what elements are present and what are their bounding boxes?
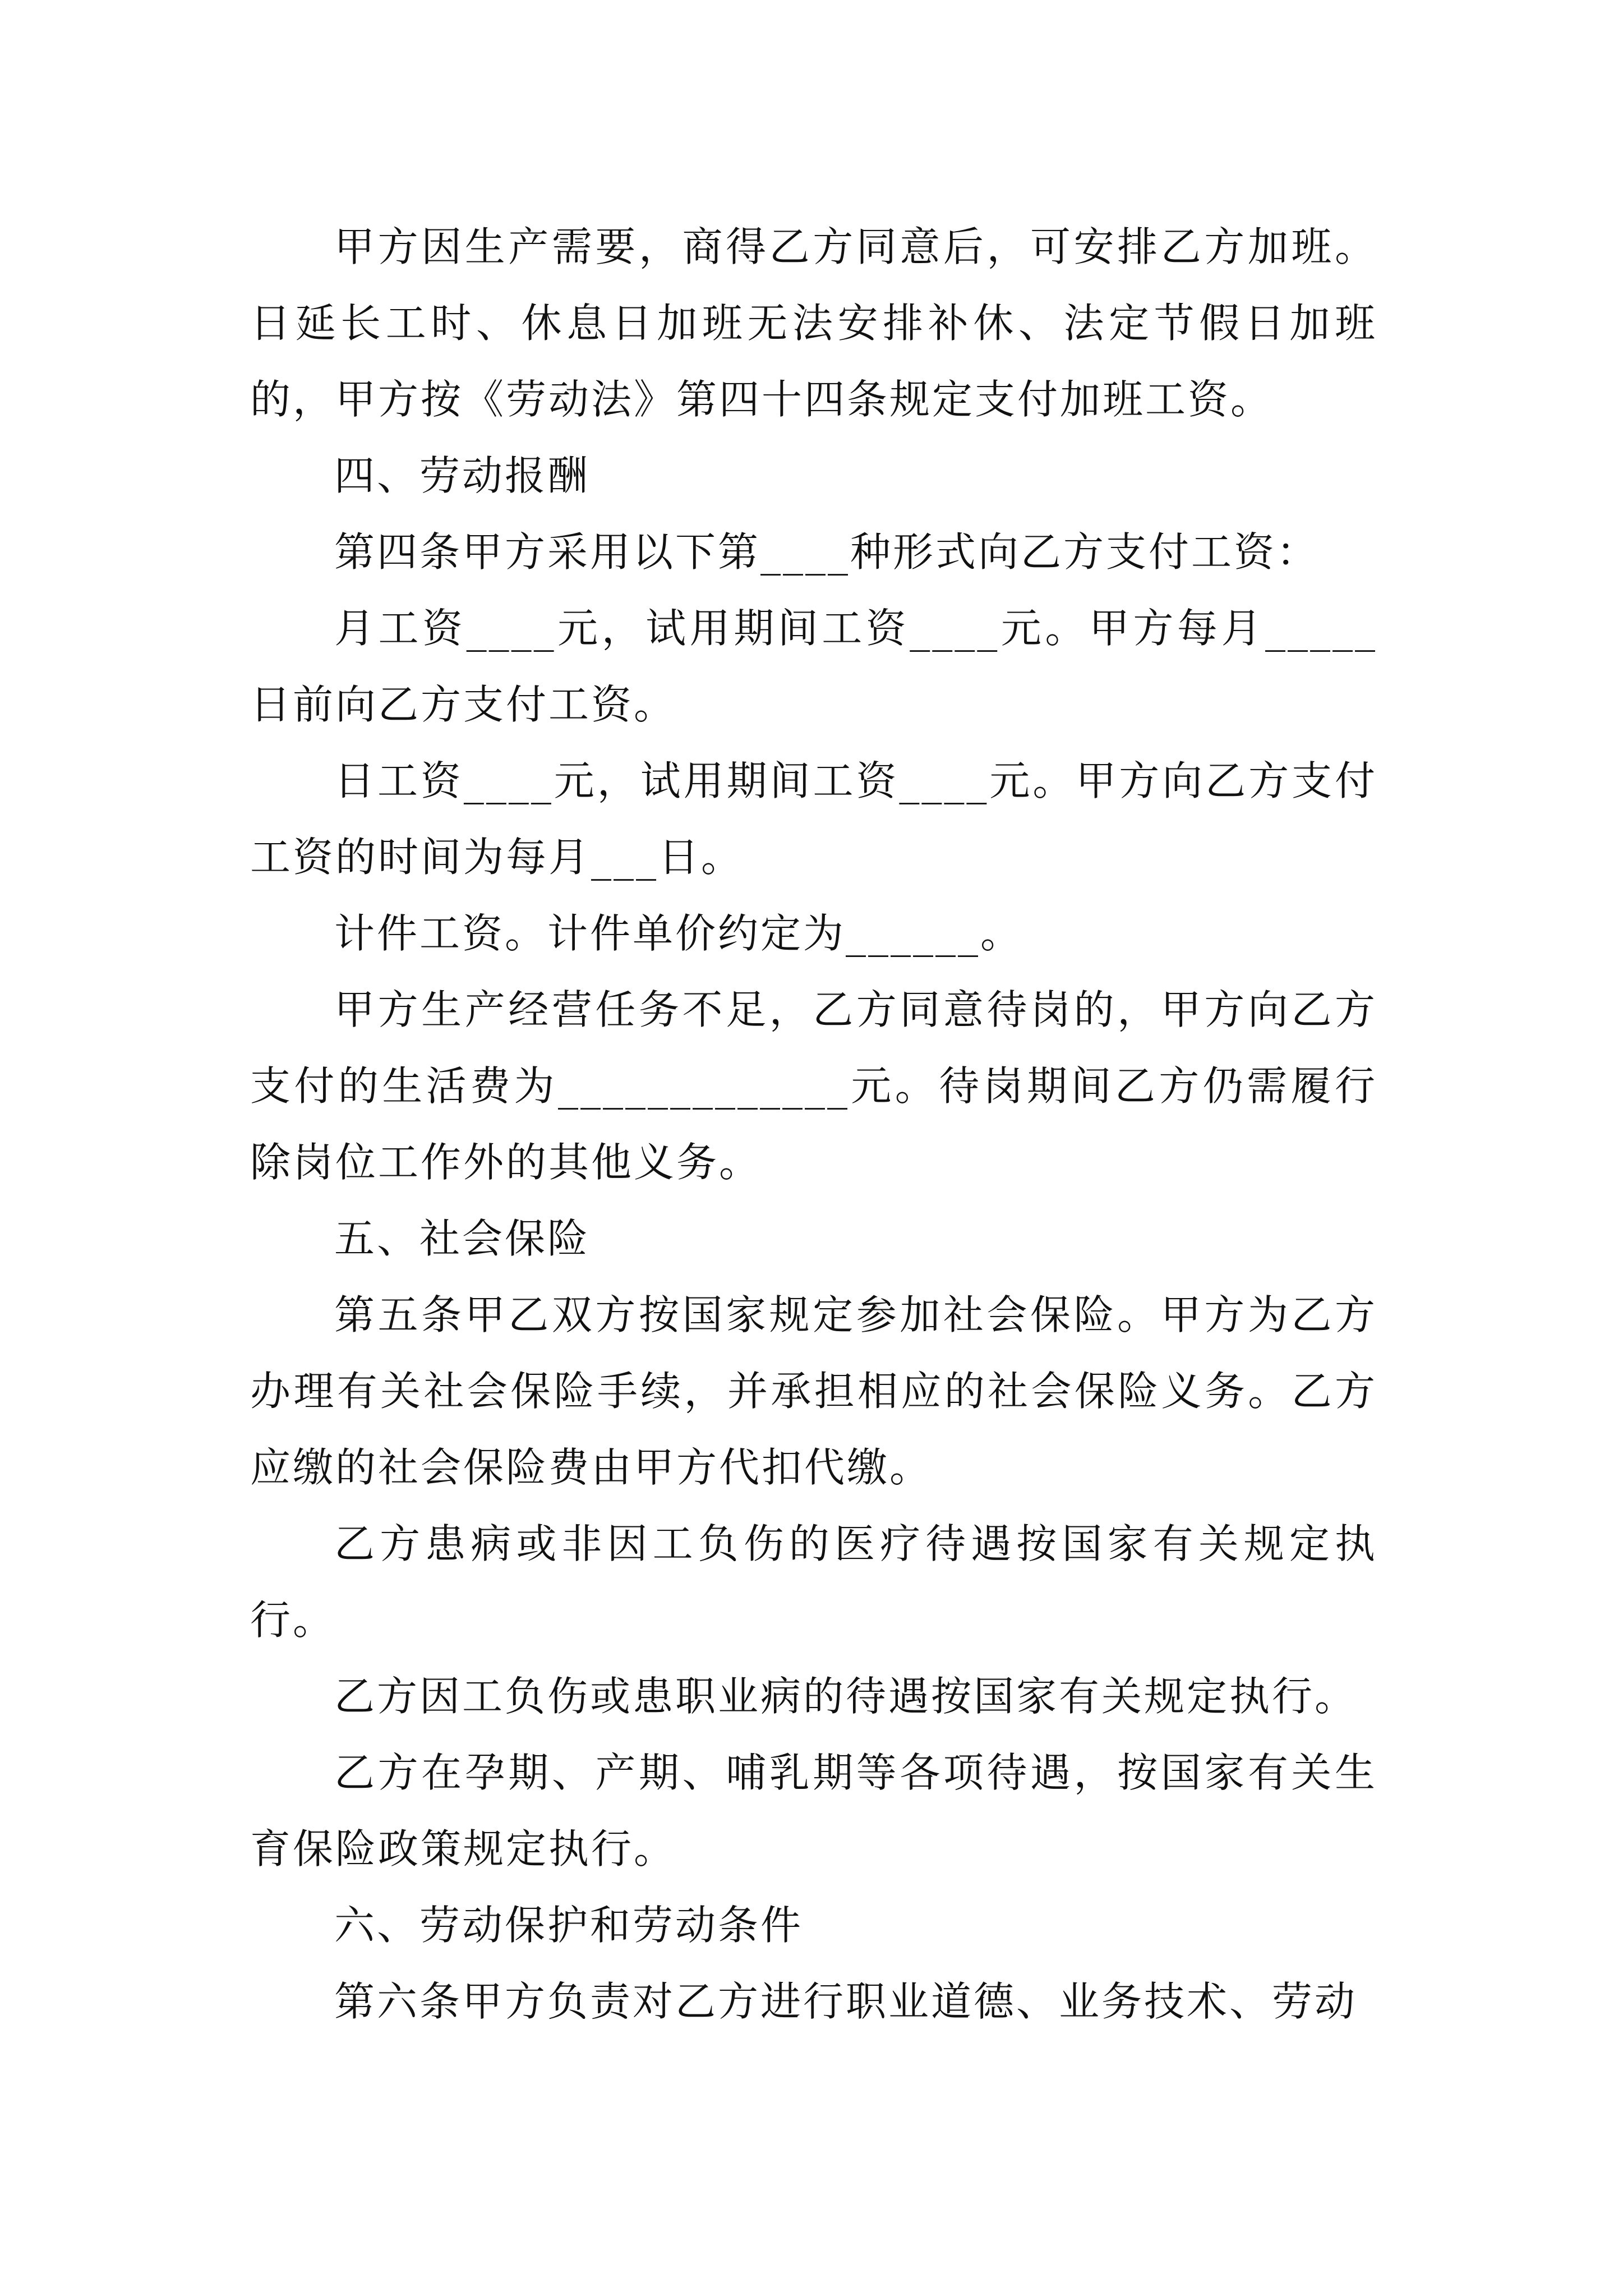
paragraph-work-injury: 乙方因工负伤或患职业病的待遇按国家有关规定执行。 — [334, 1673, 1358, 1720]
paragraph-article-6: 第六条甲方负责对乙方进行职业道德、业务技术、劳动 — [334, 1978, 1358, 2025]
paragraph-daily-wage: 日工资____元，试用期间工资____元。甲方向乙方支付工资的时间为每月___日。 — [250, 757, 1377, 881]
paragraph-article-4: 第四条甲方采用以下第____种形式向乙方支付工资： — [334, 528, 1320, 576]
paragraph-monthly-wage: 月工资____元，试用期间工资____元。甲方每月_____日前向乙方支付工资。 — [250, 605, 1377, 728]
paragraph-maternity: 乙方在孕期、产期、哺乳期等各项待遇，按国家有关生育保险政策规定执行。 — [250, 1749, 1377, 1872]
document-body — [250, 209, 1377, 2040]
paragraph-article-5: 第五条甲乙双方按国家规定参加社会保险。甲方为乙方办理有关社会保险手续，并承担相应的社会保险义务。乙方应缴的社会保险费由甲方代扣代缴。 — [250, 1291, 1377, 1491]
section-heading-labor-protection: 六、劳动保护和劳动条件 — [334, 1902, 804, 1949]
paragraph-medical: 乙方患病或非因工负伤的医疗待遇按国家有关规定执行。 — [250, 1520, 1377, 1644]
paragraph-piece-rate: 计件工资。计件单价约定为______。 — [334, 910, 1023, 957]
paragraph-standby: 甲方生产经营任务不足，乙方同意待岗的，甲方向乙方支付的生活费为_____________元。待岗期间乙方仍需履行除岗位工作外的其他义务。 — [250, 986, 1377, 1186]
paragraph-overtime: 甲方因生产需要，商得乙方同意后，可安排乙方加班。日延长工时、休息日加班无法安排补休、法定节假日加班的，甲方按《劳动法》第四十四条规定支付加班工资。 — [250, 223, 1377, 423]
section-heading-social-insurance: 五、社会保险 — [334, 1215, 591, 1262]
section-heading-remuneration: 四、劳动报酬 — [334, 452, 591, 499]
